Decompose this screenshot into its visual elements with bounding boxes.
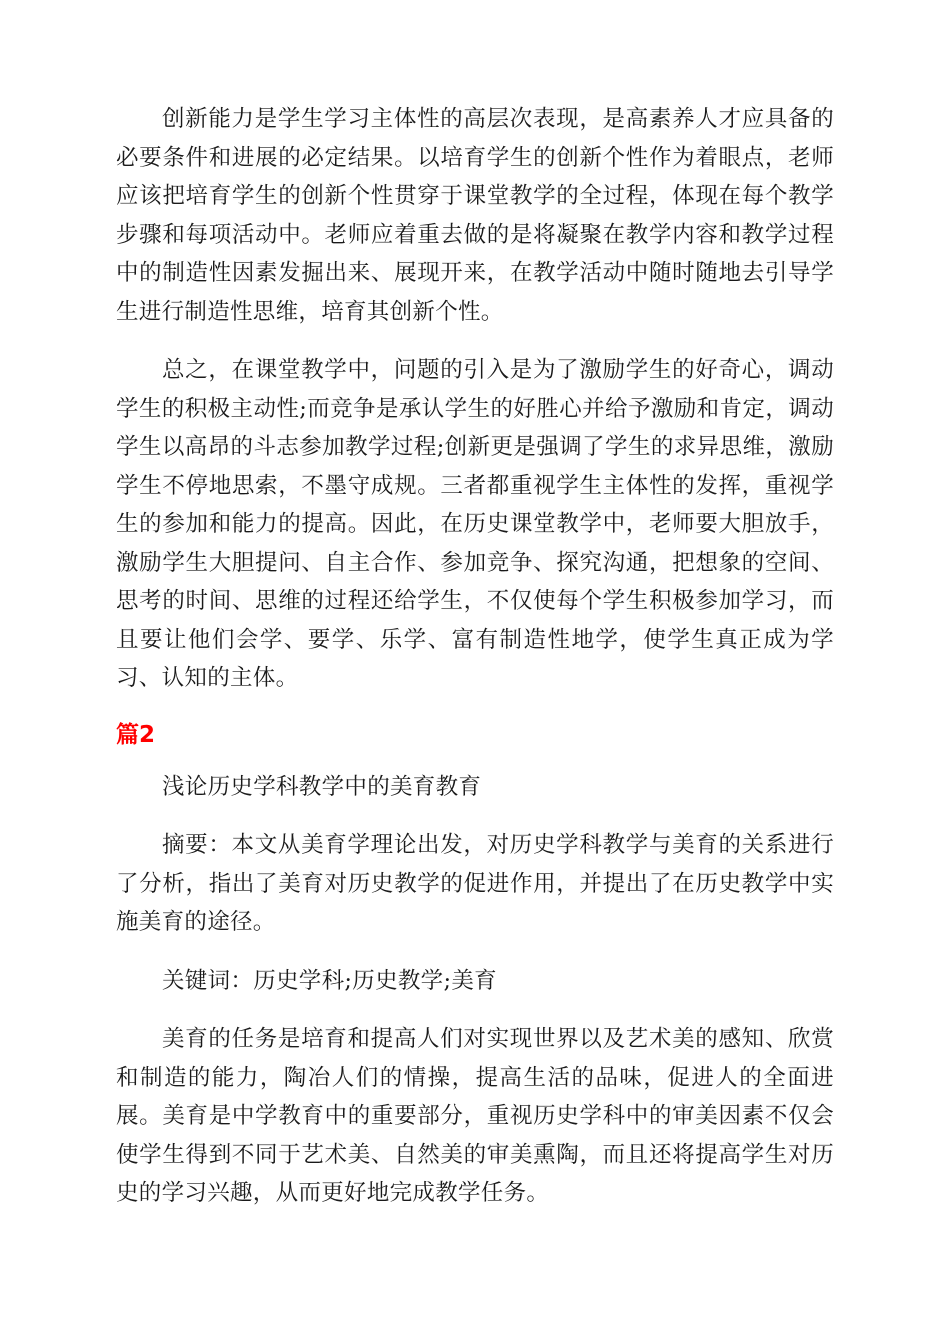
section-heading: 篇2 xyxy=(116,721,156,748)
article-title: 浅论历史学科教学中的美育教育 xyxy=(162,773,482,800)
abstract-paragraph: 摘要：本文从美育学理论出发，对历史学科教学与美育的关系进行了分析，指出了美育对历史教学的促进作用，并提出了在历史教学中实施美育的途径。 xyxy=(116,832,834,935)
keywords-line: 关键词：历史学科;历史教学;美育 xyxy=(162,967,497,994)
document-page xyxy=(116,100,834,1213)
paragraph-innovation: 创新能力是学生学习主体性的高层次表现，是高素养人才应具备的必要条件和进展的必定结果。以培育学生的创新个性作为着眼点，老师应该把培育学生的创新个性贯穿于课堂教学的全过程，体现在每个教学步骤和每项活动中。老师应着重去做的是将凝聚在教学内容和教学过程中的制造性因素发掘出来、展现开来，在教学活动中随时随地去引导学生进行制造性思维，培育其创新个性。 xyxy=(116,106,834,325)
paragraph-summary: 总之，在课堂教学中，问题的引入是为了激励学生的好奇心，调动学生的积极主动性;而竞争是承认学生的好胜心并给予激励和肯定，调动学生以高昂的斗志参加教学过程;创新更是强调了学生的求异思维，激励学生不停地思索，不墨守成规。三者都重视学生主体性的发挥，重视学生的参加和能力的提高。因此，在历史课堂教学中，老师要大胆放手，激励学生大胆提问、自主合作、参加竞争、探究沟通，把想象的空间、思考的时间、思维的过程还给学生，不仅使每个学生积极参加学习，而且要让他们会学、要学、乐学、富有制造性地学，使学生真正成为学习、认知的主体。 xyxy=(116,357,834,691)
body-paragraph: 美育的任务是培育和提高人们对实现世界以及艺术美的感知、欣赏和制造的能力，陶冶人们的情操，提高生活的品味，促进人的全面进展。美育是中学教育中的重要部分，重视历史学科中的审美因素不仅会使学生得到不同于艺术美、自然美的审美熏陶，而且还将提高学生对历史的学习兴趣，从而更好地完成教学任务。 xyxy=(116,1026,834,1206)
